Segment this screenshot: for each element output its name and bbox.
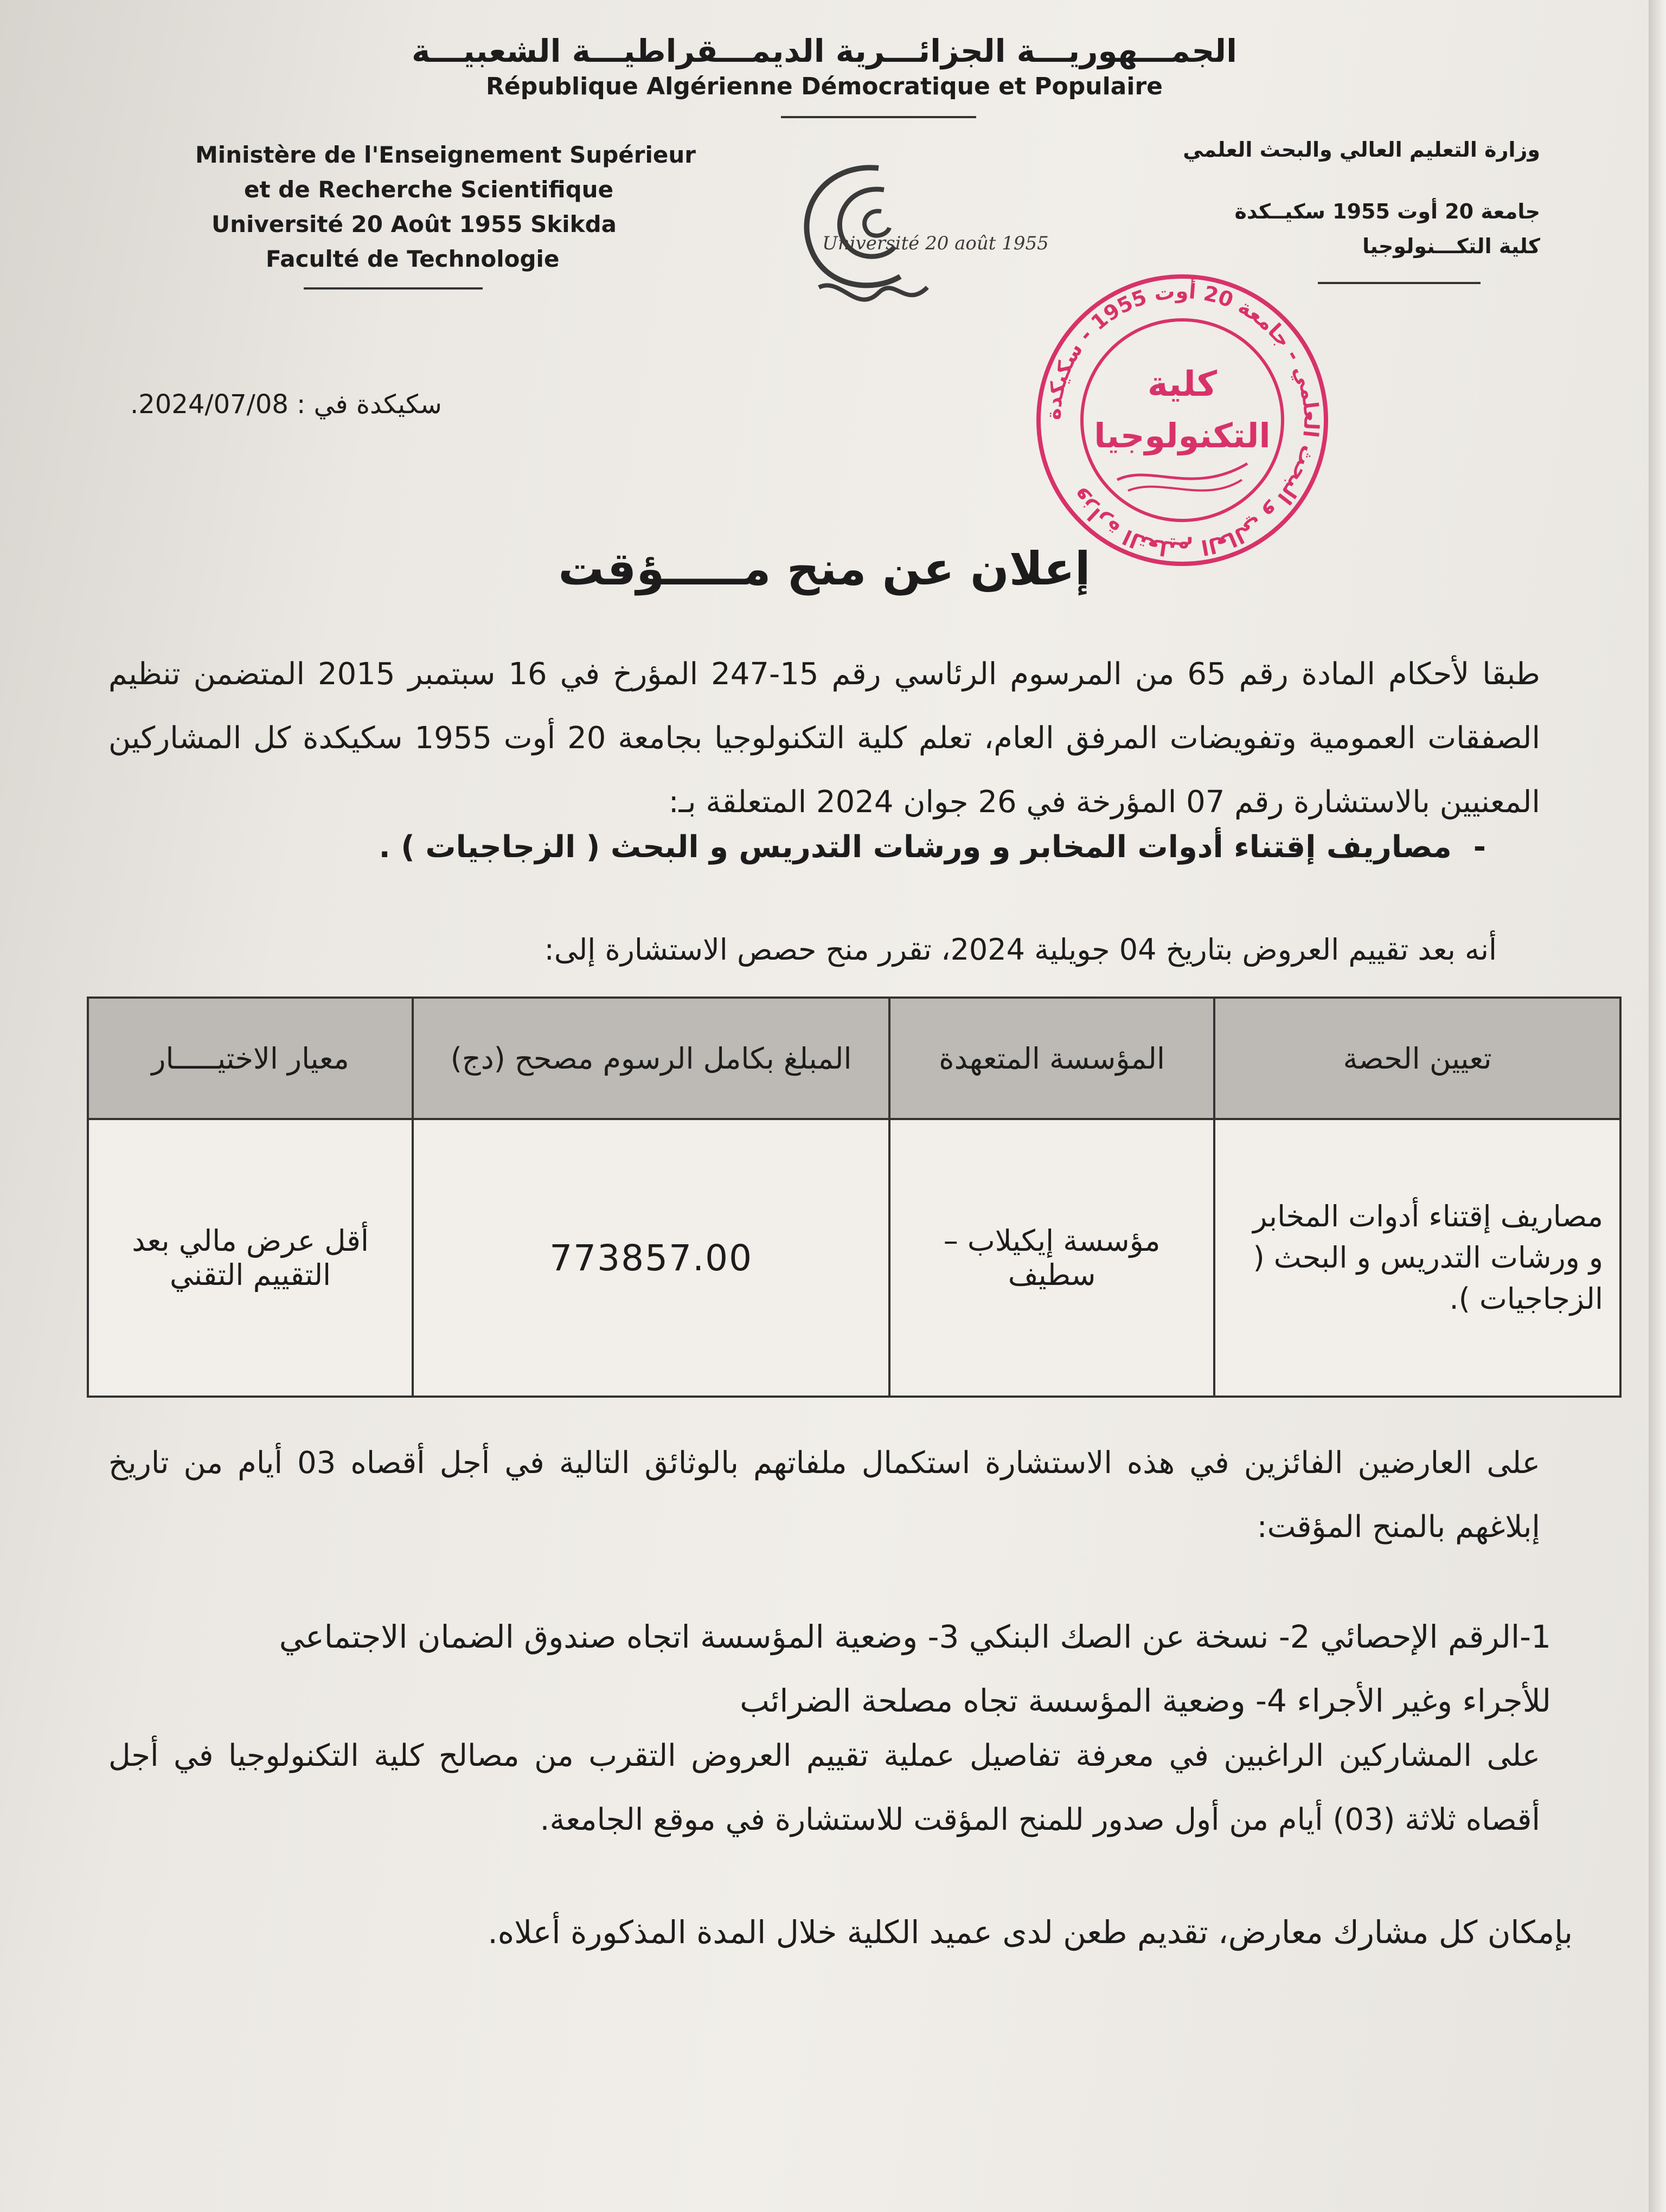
institution-block-french <box>195 138 738 276</box>
stamp-ring-text: وزارة التعليم العالي و البحث العلمي - جامعة 20 أوت 1955 - سكيكدة <box>1041 279 1324 562</box>
cell-criterion: أقل عرض مالي بعد التقييم التقني <box>88 1119 413 1397</box>
participants-paragraph: على المشاركين الراغبين في معرفة تفاصيل عملية تقييم العروض التقرب من مصالح كلية التكنولوجيا في أجل أقصاه ثلاثة (03) أيام من أول صدور للمنح المؤقت للاستشارة في موقع الجامعة. <box>108 1738 1540 1837</box>
appeal-paragraph: بإمكان كل مشارك معارض، تقديم طعن لدى عميد الكلية خلال المدة المذكورة أعلاه. <box>488 1914 1573 1951</box>
bullet-dash: - <box>1473 829 1486 865</box>
institution-block-arabic <box>1128 132 1540 263</box>
header-divider <box>781 116 976 118</box>
header-criterion: معيار الاختيـــــار <box>88 998 413 1119</box>
stamp-line-2: التكنولوجيا <box>1094 416 1271 455</box>
left-divider <box>304 287 483 290</box>
right-divider <box>1318 282 1481 284</box>
faculty-line-arabic: كلية التكـــنولوجيا <box>1362 234 1540 258</box>
logo-text: Université 20 août 1955 <box>822 233 1049 254</box>
faculty-stamp <box>1030 268 1334 572</box>
announcement-title: إعلان عن منح مـــــؤقت <box>558 542 1091 595</box>
page-edge <box>1649 0 1666 2212</box>
republic-name-french: République Algérienne Démocratique et Populaire <box>486 73 1163 100</box>
cell-amount: 773857.00 <box>413 1119 889 1397</box>
cell-lot: مصاريف إقتناء أدوات المخابر و ورشات التدريس و البحث ( الزجاجيات ). <box>1214 1119 1620 1397</box>
ministry-line: Ministère de l'Enseignement Supérieur <box>195 142 696 168</box>
header-amount: المبلغ بكامل الرسوم مصحح (دج) <box>413 998 889 1119</box>
cell-company: مؤسسة إيكيلاب – سطيف <box>889 1119 1214 1397</box>
republic-name-arabic: الجمـــهوريـــة الجزائـــرية الديمـــقراطيـــة الشعبيـــة <box>412 33 1237 69</box>
university-line-arabic: جامعة 20 أوت 1955 سكيــكدة <box>1234 200 1540 223</box>
header-lot: تعيين الحصة <box>1214 998 1620 1119</box>
header-company: المؤسسة المتعهدة <box>889 998 1214 1119</box>
university-logo <box>781 152 1049 331</box>
document-date: سكيكدة في : 2024/07/08. <box>130 389 442 420</box>
intro-paragraph: طبقا لأحكام المادة رقم 65 من المرسوم الرئاسي رقم 15-247 المؤرخ في 16 سبتمبر 2015 المتضمن تنظيم الصفقات العمومية وتفويضات المرفق العام، تعلم كلية التكنولوجيا بجامعة 20 أوت 1955 سكيكدة كل المشاركين المعنيين بالاستشارة رقم 07 المؤرخة في 26 جوان 2024 المتعلقة بـ: <box>108 657 1540 820</box>
consultation-subject-text: مصاريف إقتناء أدوات المخابر و ورشات التدريس و البحث ( الزجاجيات ) . <box>379 829 1452 865</box>
documents-line-2: للأجراء وغير الأجراء 4- وضعية المؤسسة تجاه مصلحة الضرائب <box>740 1682 1551 1719</box>
documents-line-1: 1-الرقم الإحصائي 2- نسخة عن الصك البنكي 3- وضعية المؤسسة اتجاه صندوق الضمان الاجتماعي <box>279 1618 1551 1655</box>
required-documents <box>108 1605 1551 1733</box>
consultation-subject <box>76 829 1486 865</box>
ministry-line-arabic: وزارة التعليم العالي والبحث العلمي <box>1183 138 1540 162</box>
award-table <box>87 996 1622 1398</box>
winners-paragraph: على العارضين الفائزين في هذه الاستشارة استكمال ملفاتهم بالوثائق التالية في أجل أقصاه 03 أيام من تاريخ إبلاغهم بالمنح المؤقت: <box>108 1445 1540 1545</box>
table-header-row <box>88 998 1620 1119</box>
ministry-line-2: et de Recherche Scientifique <box>244 176 614 203</box>
university-line: Université 20 Août 1955 Skikda <box>212 211 617 237</box>
table-row <box>88 1119 1620 1397</box>
stamp-line-1: كلية <box>1147 364 1218 404</box>
faculty-line: Faculté de Technologie <box>266 246 560 272</box>
evaluation-intro: أنه بعد تقييم العروض بتاريخ 04 جويلية 2024، تقرر منح حصص الاستشارة إلى: <box>544 933 1497 967</box>
